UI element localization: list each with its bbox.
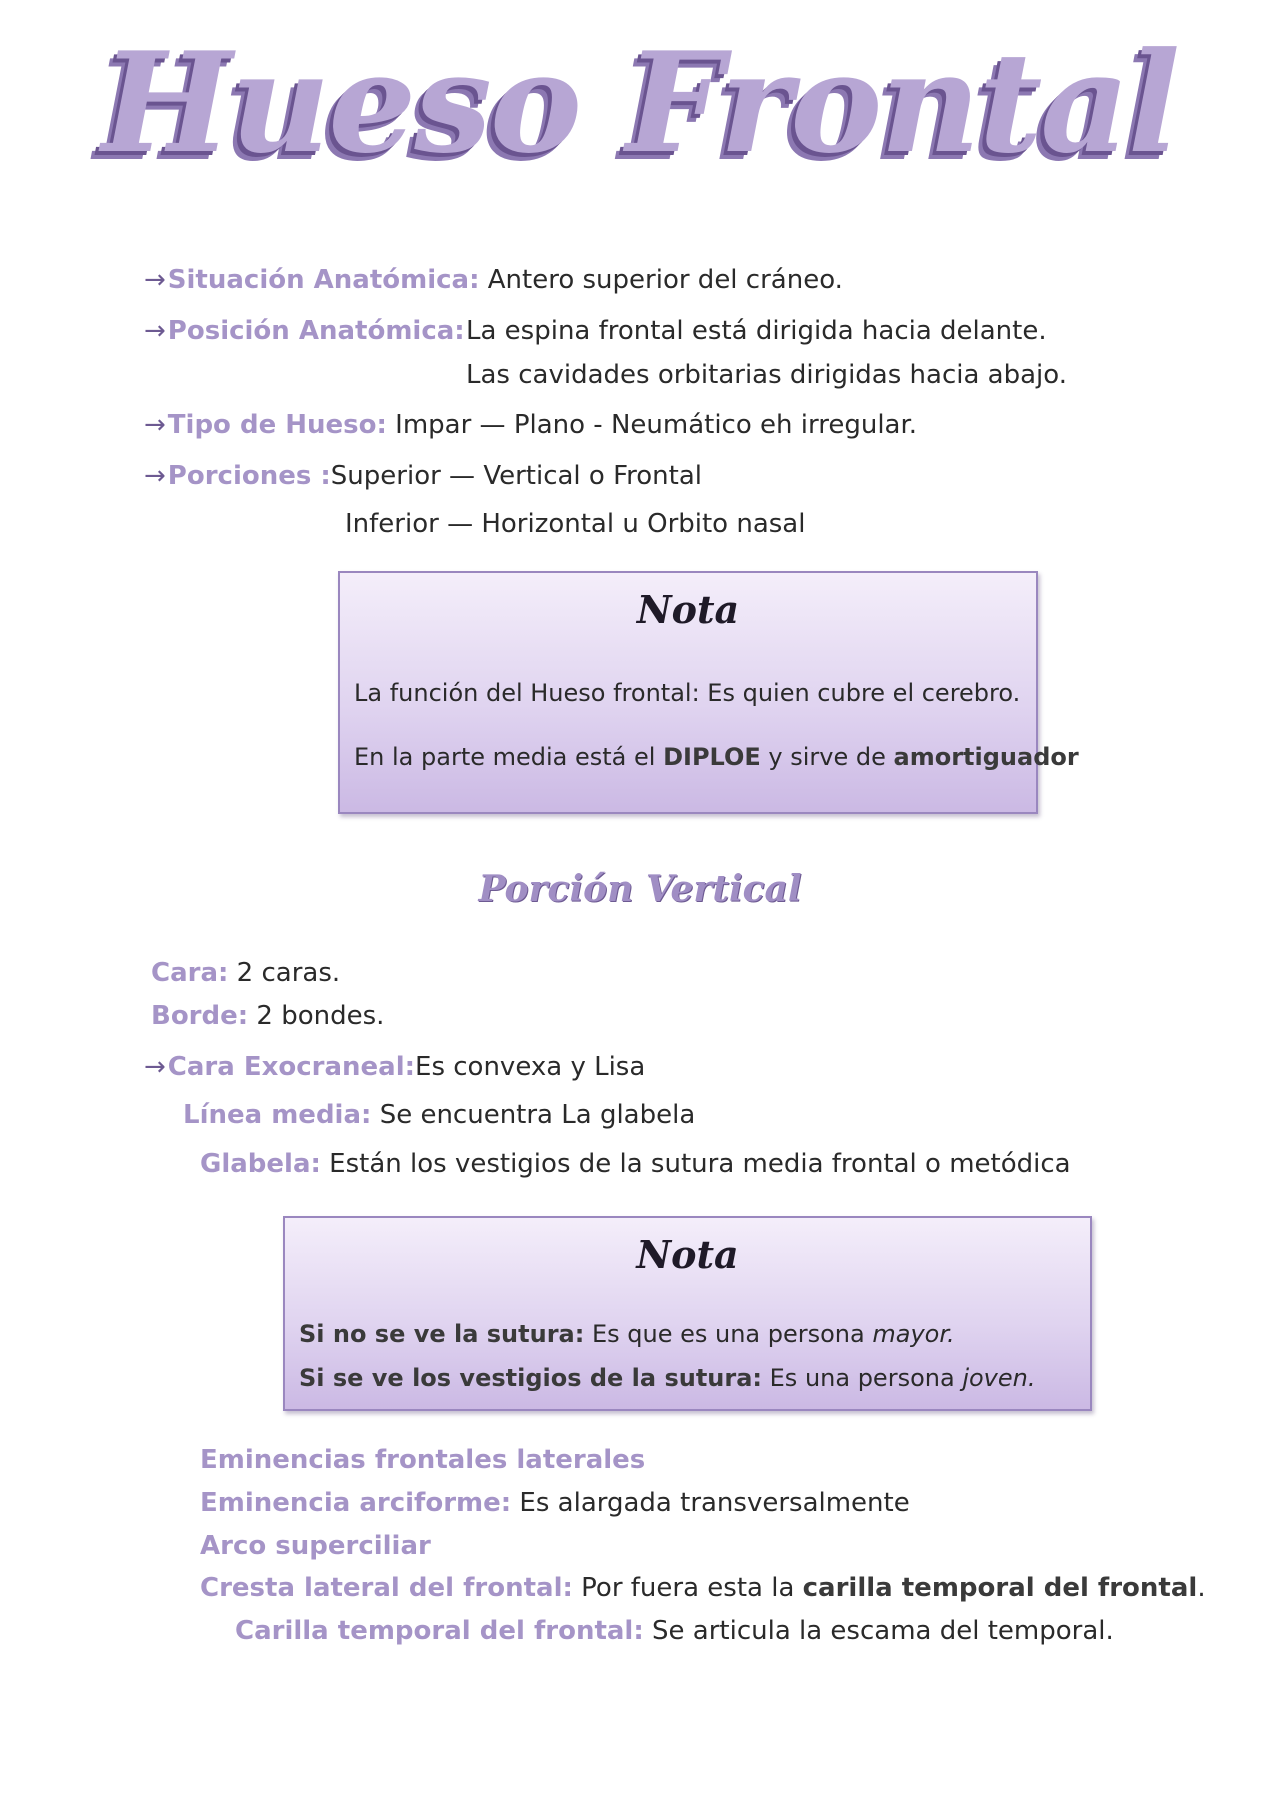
label-tipo: Tipo de Hueso: [167, 410, 387, 440]
row-cara [151, 958, 340, 989]
note-bold-amortiguador: amortiguador [893, 743, 1079, 771]
arrow-icon: → [144, 316, 166, 346]
row-porciones [144, 461, 702, 492]
value-exocraneal: Es convexa y Lisa [415, 1052, 646, 1082]
arrow-icon: → [144, 1052, 166, 1082]
label-exocraneal: Cara Exocraneal: [167, 1052, 416, 1082]
value-carilla-temporal: Se articula la escama del temporal. [652, 1616, 1114, 1646]
row-glabela [200, 1149, 1071, 1180]
label-borde: Borde: [151, 1001, 249, 1031]
row-posicion [144, 316, 465, 347]
note-box-sutura [283, 1216, 1092, 1411]
value-porciones-1: Superior — Vertical o Frontal [330, 461, 702, 491]
note-box-funcion [338, 571, 1079, 814]
note-text: Es una persona [762, 1364, 963, 1392]
value-posicion-2: Las cavidades orbitarias dirigidas hacia abajo. [466, 360, 1067, 390]
row-arco-superciliar [200, 1531, 431, 1562]
label-porciones: Porciones : [167, 461, 331, 491]
label-glabela: Glabela: [200, 1149, 321, 1179]
note-line-joven [299, 1364, 1035, 1392]
text: . [1197, 1573, 1206, 1603]
note-text: En la parte media está el [354, 743, 664, 771]
note-title: Nota [636, 587, 740, 632]
note-line-mayor [299, 1320, 955, 1348]
value-situacion: Antero superior del cráneo. [487, 265, 843, 295]
label-cresta-lateral: Cresta lateral del frontal: [200, 1573, 573, 1603]
note-line-funcion: La función del Hueso frontal: Es quien cubre el cerebro. [354, 679, 1021, 707]
value-posicion-1: La espina frontal está dirigida hacia delante. [466, 316, 1047, 346]
note-italic-word: joven. [962, 1364, 1036, 1392]
value-glabela: Están los vestigios de la sutura media frontal o metódica [329, 1149, 1071, 1179]
arrow-icon: → [144, 461, 166, 491]
label-linea-media: Línea media: [183, 1100, 372, 1130]
row-cresta-lateral [200, 1573, 1206, 1604]
value-eminencia-arciforme: Es alargada transversalmente [519, 1488, 910, 1518]
row-exocraneal [144, 1052, 645, 1083]
label-situacion: Situación Anatómica: [167, 265, 480, 295]
label-eminencia-arciforme: Eminencia arciforme: [200, 1488, 512, 1518]
note-text: y sirve de [760, 743, 894, 771]
note-text: Es que es una persona [584, 1320, 873, 1348]
label-arco-superciliar: Arco superciliar [200, 1531, 431, 1561]
value-cresta-lateral [581, 1573, 1205, 1603]
value-borde: 2 bondes. [256, 1001, 385, 1031]
note-title: Nota [636, 1232, 739, 1277]
row-eminencias-frontales [200, 1445, 645, 1476]
row-borde [151, 1001, 384, 1032]
row-carilla-temporal [235, 1616, 1114, 1647]
page-title: Hueso Frontal [101, 21, 1179, 184]
row-tipo [144, 410, 917, 441]
label-posicion: Posición Anatómica: [167, 316, 465, 346]
value-tipo: Impar — Plano - Neumático eh irregular. [395, 410, 918, 440]
label-carilla-temporal: Carilla temporal del frontal: [235, 1616, 644, 1646]
note-bold-diploe: DIPLOE [663, 743, 761, 771]
row-linea-media [183, 1100, 695, 1131]
note-bold-label: Si no se ve la sutura: [299, 1320, 585, 1348]
row-situacion [144, 265, 843, 296]
value-linea-media: Se encuentra La glabela [379, 1100, 696, 1130]
label-cara: Cara: [151, 958, 229, 988]
section-title: Porción Vertical [478, 868, 802, 910]
note-italic-word: mayor. [872, 1320, 955, 1348]
label-eminencias-frontales: Eminencias frontales laterales [200, 1445, 646, 1475]
value-porciones-2: Inferior — Horizontal u Orbito nasal [345, 509, 806, 539]
bold-carilla: carilla temporal del frontal [802, 1573, 1198, 1603]
note-line-diploe [354, 743, 1079, 771]
value-cara: 2 caras. [236, 958, 341, 988]
arrow-icon: → [144, 265, 166, 295]
row-eminencia-arciforme [200, 1488, 910, 1519]
arrow-icon: → [144, 410, 166, 440]
text: Por fuera esta la [581, 1573, 803, 1603]
note-bold-label: Si se ve los vestigios de la sutura: [299, 1364, 763, 1392]
